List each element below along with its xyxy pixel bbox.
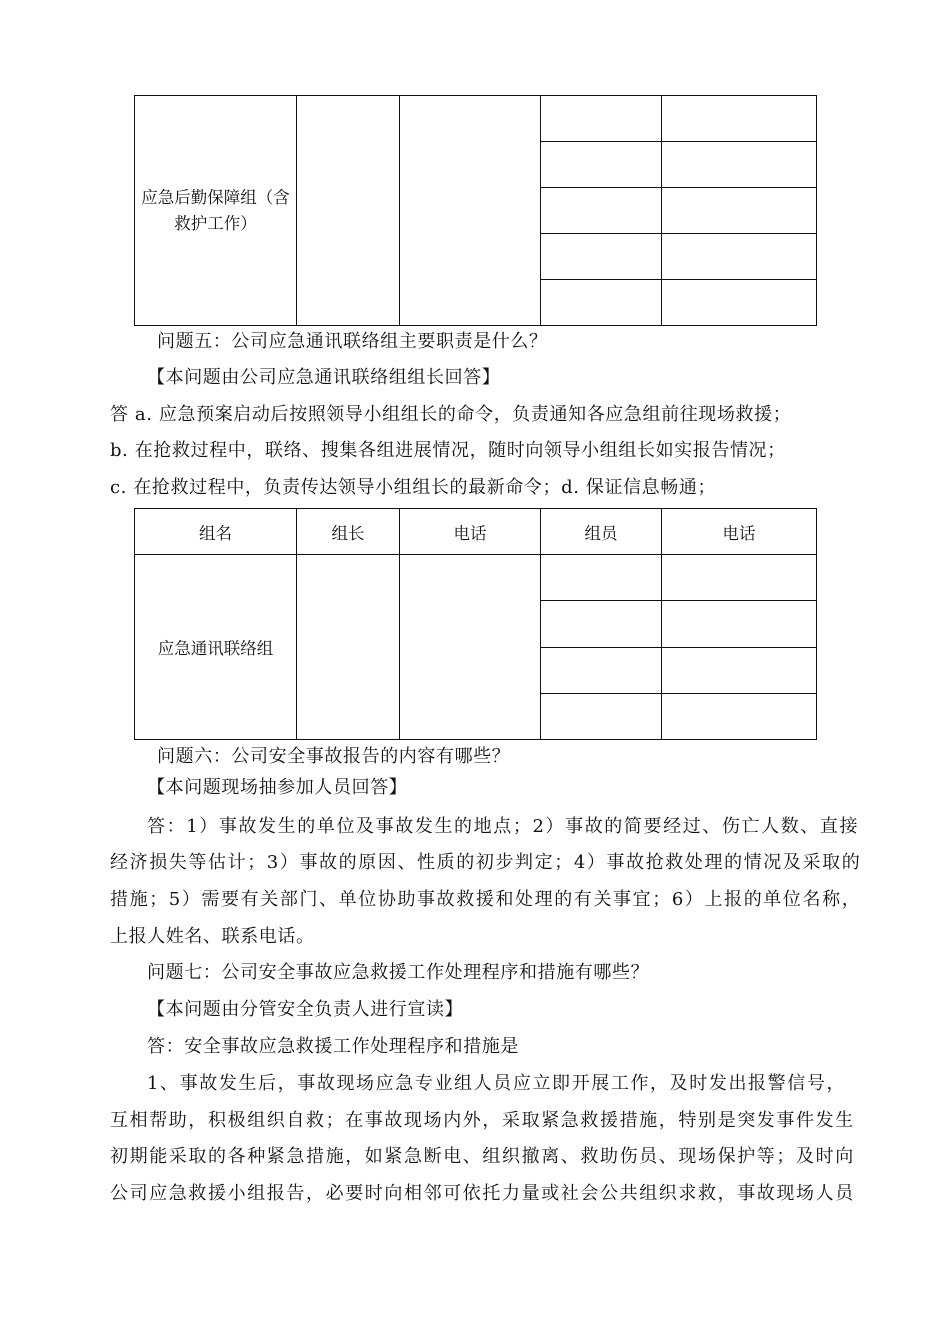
group-name-line1: 应急后勤保障组（含 <box>141 187 290 207</box>
group-name-cell: 应急通讯联络组 <box>135 555 297 740</box>
member-phone-cell <box>662 234 817 280</box>
member-phone-cell <box>662 96 817 142</box>
q7-answer-line: 公司应急救援小组报告，必要时向相邻可依托力量或社会公共组织求救，事故现场人员 <box>110 1183 855 1204</box>
logistics-group-table <box>134 95 817 326</box>
group-name-cell <box>135 96 297 326</box>
member-cell <box>541 280 662 326</box>
phone-cell <box>400 96 541 326</box>
member-cell <box>541 693 662 739</box>
header-members: 组员 <box>541 509 662 555</box>
q6-answer-line: 答：1）事故发生的单位及事故发生的地点；2）事故的简要经过、伤亡人数、直接 <box>147 816 860 837</box>
member-cell <box>541 647 662 693</box>
q5-responder: 【本问题由公司应急通讯联络组组长回答】 <box>147 367 501 388</box>
q6-question: 问题六：公司安全事故报告的内容有哪些？ <box>157 746 511 767</box>
member-phone-cell <box>662 280 817 326</box>
member-cell <box>541 234 662 280</box>
member-phone-cell <box>662 188 817 234</box>
q7-answer-line: 互相帮助，积极组织自救；在事故现场内外，采取紧急救援措施，特别是突发事件发生 <box>110 1110 855 1131</box>
phone-cell <box>400 555 541 740</box>
q5-answer-line: 答 a. 应急预案启动后按照领导小组组长的命令，负责通知各应急组前往现场救援； <box>110 404 792 425</box>
member-phone-cell <box>662 142 817 188</box>
member-phone-cell <box>662 647 817 693</box>
q5-answer-line: c. 在抢救过程中，负责传达领导小组组长的最新命令；d. 保证信息畅通； <box>110 477 717 498</box>
member-phone-cell <box>662 693 817 739</box>
q7-responder: 【本问题由分管安全负责人进行宣读】 <box>147 999 464 1020</box>
communication-group-table <box>134 508 817 740</box>
q6-answer-line: 经济损失等估计；3）事故的原因、性质的初步判定；4）事故抢救处理的情况及采取的 <box>110 852 862 873</box>
member-phone-cell <box>662 601 817 647</box>
header-member-phone: 电话 <box>662 509 817 555</box>
q5-answer-line: b. 在抢救过程中，联络、搜集各组进展情况，随时向领导小组组长如实报告情况； <box>110 440 786 461</box>
member-cell <box>541 188 662 234</box>
group-name-line2: 救护工作） <box>174 213 257 233</box>
q6-answer-line: 措施；5）需要有关部门、单位协助事故救援和处理的有关事宜；6）上报的单位名称， <box>110 889 862 910</box>
q5-question: 问题五：公司应急通讯联络组主要职责是什么？ <box>157 331 548 352</box>
header-group-name: 组名 <box>135 509 297 555</box>
member-cell <box>541 601 662 647</box>
member-cell <box>541 96 662 142</box>
q6-responder: 【本问题现场抽参加人员回答】 <box>147 777 408 798</box>
q7-answer-intro: 答：安全事故应急救援工作处理程序和措施是 <box>147 1036 519 1057</box>
leader-cell <box>297 96 400 326</box>
q6-answer-line: 上报人姓名、联系电话。 <box>110 926 315 947</box>
q7-question: 问题七：公司安全事故应急救援工作处理程序和措施有哪些？ <box>147 962 650 983</box>
member-cell <box>541 555 662 601</box>
q7-answer-line: 1、事故发生后，事故现场应急专业组人员应立即开展工作，及时发出报警信号， <box>147 1073 847 1094</box>
member-cell <box>541 142 662 188</box>
leader-cell <box>297 555 400 740</box>
q7-answer-line: 初期能采取的各种紧急措施，如紧急断电、组织撤离、救助伤员、现场保护等；及时向 <box>110 1146 855 1167</box>
header-phone: 电话 <box>400 509 541 555</box>
header-leader: 组长 <box>297 509 400 555</box>
member-phone-cell <box>662 555 817 601</box>
